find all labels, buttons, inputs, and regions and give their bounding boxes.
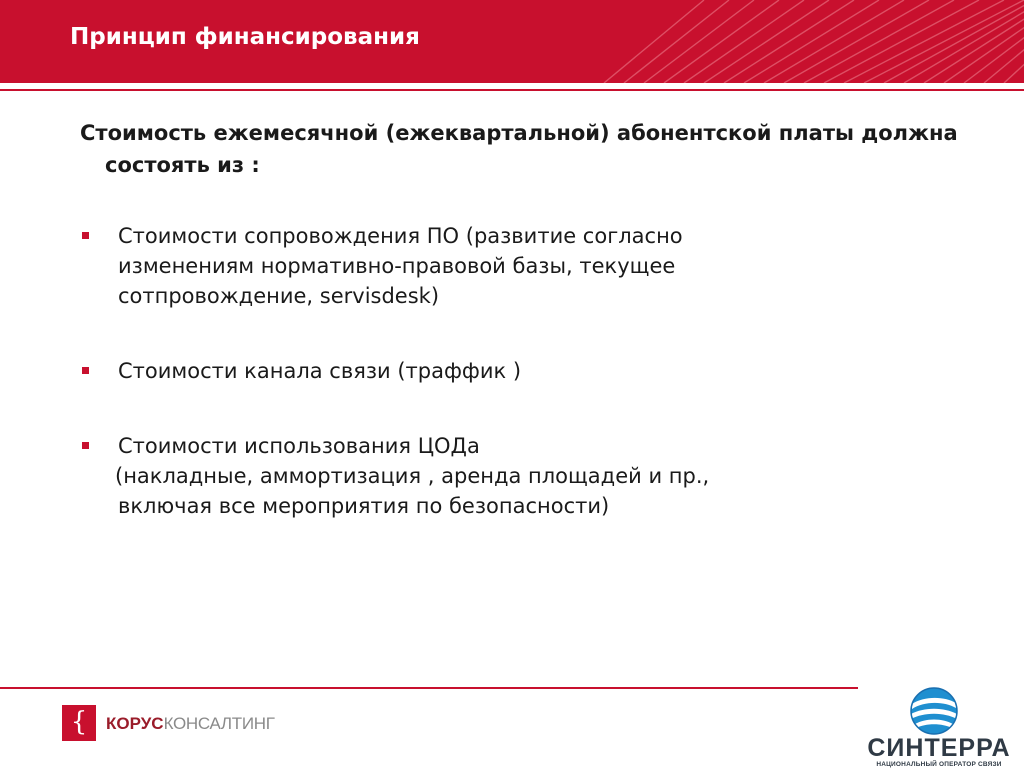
bullet-line: Стоимости использования ЦОДа [118,434,480,458]
bullet-line: сотпровождение, servisdesk) [118,284,440,308]
bullet-line: Стоимости канала связи (траффик ) [118,359,522,383]
bullet-item [80,431,960,521]
bullet-line: включая все мероприятия по безопасности) [118,494,610,518]
korus-brace-icon: { [62,705,96,741]
bullet-list [80,221,960,521]
square-bullet-icon [82,367,89,374]
bullet-item [80,356,960,386]
lead-paragraph: Стоимость ежемесячной (ежеквартальной) абонентской платы должна состоять из : [80,121,958,177]
korus-wordmark: КОРУСКОНСАЛТИНГ [106,714,275,733]
header-divider [0,89,1024,91]
sinterra-wordmark: СИНТЕРРА [867,734,1011,762]
bullet-line: (накладные, аммортизация , аренда площадей и пр., [115,464,710,488]
slide-title: Принцип финансирования [70,24,420,50]
bullet-line: Стоимости сопровождения ПО (развитие согласно [118,224,683,248]
bullet-line: изменениям нормативно-правовой базы, текущее [118,254,676,278]
slide-content [80,117,960,521]
bullet-item [80,221,960,311]
square-bullet-icon [82,442,89,449]
square-bullet-icon [82,232,89,239]
header-stripes-decoration [564,0,1024,83]
sinterra-logo [862,686,1012,768]
slide-header [0,0,1024,83]
sinterra-globe-icon [906,686,962,736]
sinterra-tagline: НАЦИОНАЛЬНЫЙ ОПЕРАТОР СВЯЗИ [876,761,1002,768]
